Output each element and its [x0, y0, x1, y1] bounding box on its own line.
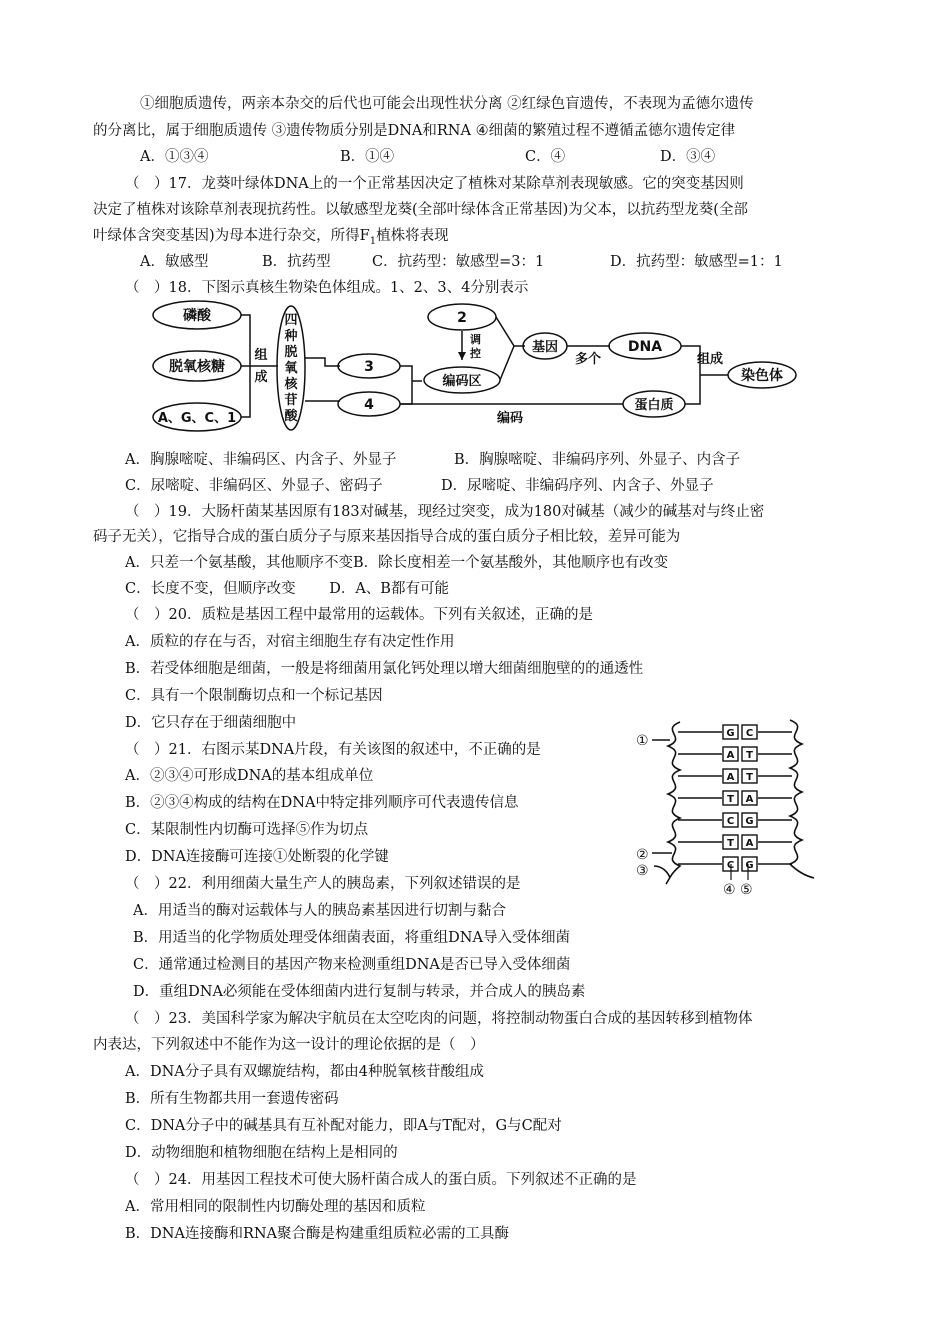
svg-text:脱: 脱 [284, 345, 298, 360]
q22-option-c: C．通常通过检测目的基因产物来检测重组DNA是否已导入受体细菌 [133, 957, 571, 973]
q17-option-d: D．抗药型：敏感型=1：1 [610, 254, 783, 270]
q24-option-b: B．DNA连接酶和RNA聚合酶是构建重组质粒必需的工具酶 [125, 1226, 510, 1242]
q20-option-a: A．质粒的存在与否，对宿主细胞生存有决定性作用 [125, 634, 455, 650]
q18-option-d: D．尿嘧啶、非编码序列、内含子、外显子 [441, 478, 714, 494]
encode-label: 编码 [497, 411, 524, 426]
q22-stem: （ ）22．利用细菌大量生产人的胰岛素，下列叙述错误的是 [125, 876, 521, 892]
protein-label: 蛋白质 [634, 398, 674, 413]
dna-base-right: A [745, 838, 754, 849]
q17-line2: 决定了植株对该除草剂表现抗药性。以敏感型龙葵(全部叶绿体含正常基因)为父本，以抗药型龙葵(全部 [93, 202, 748, 218]
q17-option-b: B．抗药型 [262, 254, 331, 270]
q21-option-c: C．某限制性内切酶可选择⑤作为切点 [125, 822, 369, 838]
dna-base-right: T [746, 750, 753, 761]
node-3-label: 3 [364, 359, 374, 375]
dna-base-right: C [745, 728, 754, 739]
svg-text:四: 四 [284, 313, 298, 328]
q23-line1: （ ）23．美国科学家为解决宇航员在太空吃肉的问题，将控制动物蛋白合成的基因转移到植物体 [125, 1011, 753, 1027]
q16-option-d: D．③④ [660, 149, 716, 165]
svg-text:种: 种 [284, 329, 298, 344]
q24-stem: （ ）24．用基因工程技术可使大肠杆菌合成人的蛋白质。下列叙述不正确的是 [125, 1172, 637, 1188]
svg-text:控: 控 [470, 347, 481, 360]
svg-text:苷: 苷 [284, 393, 298, 408]
q17-line3: 叶绿体含突变基因)为母本进行杂交，所得$F_1$植株将表现 [93, 228, 449, 247]
dna-base-left: G [726, 728, 735, 739]
q21-option-d: D．DNA连接酶可连接①处断裂的化学键 [125, 849, 389, 865]
many-label: 多个 [575, 352, 602, 367]
chromosome-composition-diagram [150, 298, 800, 438]
dna-base-left: T [727, 838, 734, 849]
q17-option-a: A．敏感型 [140, 254, 209, 270]
dna-base-right: A [745, 794, 754, 805]
node-2-label: 2 [457, 310, 467, 326]
deoxyribose-label: 脱氧核糖 [169, 359, 225, 375]
coding-region-label: 编码区 [442, 374, 482, 389]
dna-label-5: ⑤ [740, 882, 753, 898]
dna-label-3: ③ [636, 863, 649, 879]
q17-line1: （ ）17．龙葵叶绿体DNA上的一个正常基因决定了植株对某除草剂表现敏感。它的突变基因则 [125, 176, 744, 192]
svg-text:酸: 酸 [284, 409, 298, 424]
q19-line4: C．长度不变，但顺序改变 D．A、B都有可能 [125, 581, 449, 597]
dna-base-left: C [726, 860, 735, 871]
dna-base-left: C [726, 816, 735, 827]
q19-line2: 码子无关），它指导合成的蛋白质分子与原来基因指导合成的蛋白质分子相比较，差异可能为 [93, 529, 681, 545]
q21-option-b: B．②③④构成的结构在DNA中特定排列顺序可代表遗传信息 [125, 795, 519, 811]
q19-line1: （ ）19．大肠杆菌某基因原有183对碱基，现经过突变，成为180对碱基（减少的碱基对与终止密 [125, 504, 765, 520]
dna-label-1: ① [636, 733, 649, 749]
bases-label: A、G、C、1 [157, 411, 237, 426]
q22-option-b: B．用适当的化学物质处理受体细菌表面，将重组DNA导入受体细菌 [133, 930, 570, 946]
dna-base-right: T [746, 772, 753, 783]
q20-option-c: C．具有一个限制酶切点和一个标记基因 [125, 688, 383, 704]
gene-label: 基因 [531, 340, 559, 355]
dna-label-2: ② [636, 847, 649, 863]
q18-option-b: B．胸腺嘧啶、非编码序列、外显子、内含子 [454, 452, 741, 468]
q22-option-d: D．重组DNA必须能在受体细菌内进行复制与转录，并合成人的胰岛素 [133, 984, 586, 1000]
compose-label-2: 组成 [697, 352, 724, 367]
svg-text:氧: 氧 [284, 361, 298, 376]
q23-option-c: C．DNA分子中的碱基具有互补配对能力，即A与T配对，G与C配对 [125, 1118, 562, 1134]
svg-text:核: 核 [284, 377, 298, 392]
q22-option-a: A．用适当的酶对运载体与人的胰岛素基因进行切割与黏合 [133, 903, 506, 919]
phosphate-label: 磷酸 [183, 308, 211, 324]
q18-option-a: A．胸腺嘧啶、非编码区、内含子、外显子 [125, 452, 397, 468]
q18-option-c: C．尿嘧啶、非编码区、外显子、密码子 [125, 478, 383, 494]
q16-option-a: A．①③④ [140, 149, 209, 165]
q23-option-d: D．动物细胞和植物细胞在结构上是相同的 [125, 1145, 398, 1161]
chromosome-label: 染色体 [741, 368, 783, 384]
dna-base-right: G [745, 816, 754, 827]
q20-option-d: D．它只存在于细菌细胞中 [125, 715, 297, 731]
q16-option-c: C．④ [525, 149, 566, 165]
q24-option-a: A．常用相同的限制性内切酶处理的基因和质粒 [125, 1199, 426, 1215]
q21-stem: （ ）21．右图示某DNA片段，有关该图的叙述中，不正确的是 [125, 742, 541, 758]
q17-option-c: C．抗药型：敏感型=3：1 [372, 254, 545, 270]
q23-option-a: A．DNA分子具有双螺旋结构，都由4种脱氧核苷酸组成 [125, 1064, 484, 1080]
dna-base-right: G [745, 860, 754, 871]
dna-fragment-diagram [630, 712, 830, 902]
dna-label: DNA [627, 339, 663, 355]
node-4-label: 4 [364, 397, 374, 413]
dna-base-left: T [727, 794, 734, 805]
q18-stem: （ ）18．下图示真核生物染色体组成。1、2、3、4分别表示 [125, 280, 529, 296]
dna-base-left: A [726, 750, 735, 761]
q21-option-a: A．②③④可形成DNA的基本组成单位 [125, 768, 374, 784]
compose-label-1b: 成 [254, 370, 268, 385]
q20-option-b: B．若受体细胞是细菌，一般是将细菌用氯化钙处理以增大细菌细胞壁的的通透性 [125, 661, 644, 677]
svg-text:调: 调 [470, 333, 481, 346]
q16-line2: 的分离比，属于细胞质遗传 ③遗传物质分别是DNA和RNA ④细菌的繁殖过程不遵循孟德尔遗传定律 [93, 123, 736, 139]
q16-line1: ①细胞质遗传，两亲本杂交的后代也可能会出现性状分离 ②红绿色盲遗传，不表现为孟德尔遗传 [140, 96, 754, 112]
q20-stem: （ ）20．质粒是基因工程中最常用的运载体。下列有关叙述，正确的是 [125, 607, 593, 623]
dna-label-4: ④ [723, 882, 736, 898]
q23-option-b: B．所有生物都共用一套遗传密码 [125, 1091, 339, 1107]
q16-option-b: B．①④ [340, 149, 395, 165]
q23-line2: 内表达，下列叙述中不能作为这一设计的理论依据的是（ ） [93, 1037, 485, 1053]
q17-options [0, 252, 950, 272]
compose-label-1a: 组 [254, 348, 268, 363]
dna-base-left: A [726, 772, 735, 783]
q16-options [0, 147, 950, 167]
q19-line3: A．只差一个氨基酸，其他顺序不变B．除长度相差一个氨基酸外，其他顺序也有改变 [125, 555, 669, 571]
